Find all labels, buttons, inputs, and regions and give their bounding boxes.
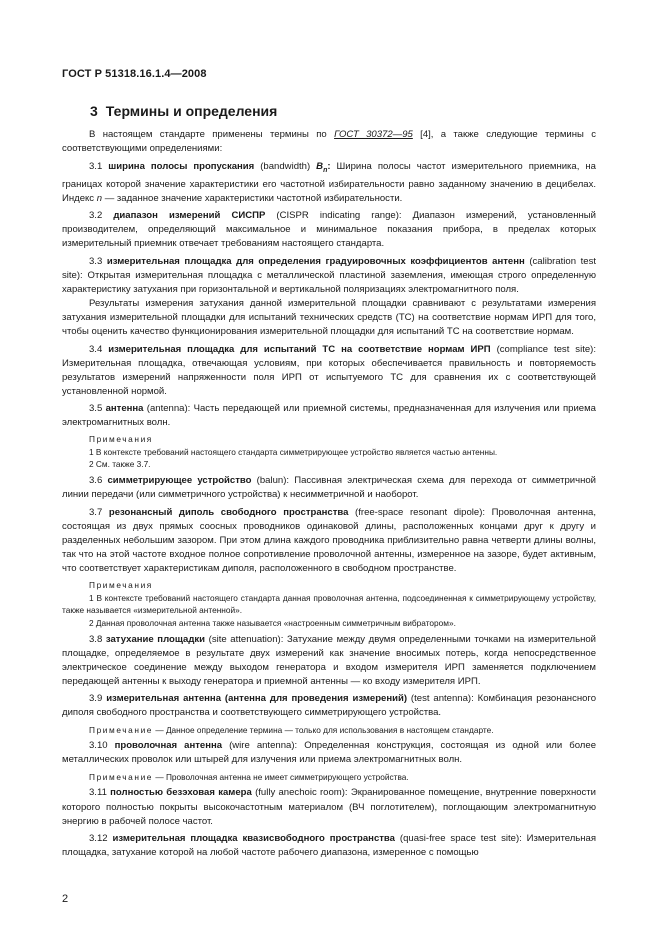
term-3-1: 3.1 ширина полосы пропускания (bandwidth) $B_n$: Ширина полосы частот измерительного приемника, на границах которой значение характеристики его частотной избирательности равно заданному значению в децибелах. Индекс n — заданное значение характеристики частотной избирательности. [62, 160, 596, 204]
term-3-5: 3.5 антенна (antenna): Часть передающей или приемной системы, предназначенная для излучения или приема электромагнитных волн. [62, 403, 596, 429]
term-name: симметрирующее устройство [107, 475, 252, 487]
note-item: 2 См. также 3.7. [89, 459, 151, 470]
term-name: измерительная площадка для определения градуировочных коэффициентов антенн [106, 255, 525, 267]
term-3-7: 3.7 резонансный диполь свободного пространства (free-space resonant dipole): Проволочная антенна, состоящая из двух прямых соосных проводников одинаковой длины, расположенных концами друг к другу и разделенных небольшим зазором. При этом длина каждого проводника приблизительно равна четверти длины волны, так что на этой частоте входное полное сопротивление проволочной антенны, измеренное на зазоре, будет активным, что соответствует характеристикам диполя, расположенного в свободном пространстве. [62, 506, 596, 575]
term-3-3-paragraph-2: Результаты измерения затухания данной измерительной площадки сравнивают с результатами измерения затухания измерительной площадки для испытаний технических средств (ТС) на соответствие нормам ИРП для того, чтобы оценить качество функционирования измерительной площадки для испытаний ТС на соответствие нормам. [62, 297, 596, 338]
term-name: затухание площадки [105, 633, 206, 645]
page-number: 2 [62, 893, 69, 905]
term-3-11: 3.11 полностью безэховая камера (fully anechoic room): Экранированное помещение, внутренние поверхности которого полностью покрыты высокочастотным материалом (ВЧ поглотителем), поглощающим электромагнитную энергию в рабочей полосе частот. [62, 787, 597, 827]
term-name: антенна [105, 403, 144, 415]
term-3-12: 3.12 измерительная площадка квазисвободного пространства (quasi-free space test site): Измерительная площадка, затухание которой на любой частоте рабочего диапазона, измеренное с помощью [62, 833, 596, 859]
term-name: полностью безэховая камера [110, 787, 252, 799]
note-item: 1 В контексте требований настоящего стандарта данная проволочная антенна, подсоединенная к симметрирующему устройству, также называется «измерительной антенной». [62, 592, 596, 616]
note-item: 2 Данная проволочная антенна также называется «настроенным симметричным вибратором». [89, 617, 456, 628]
standard-reference-link[interactable]: ГОСТ 30372—95 [334, 129, 413, 140]
term-name: измерительная антенна (антенна для проведения измерений) [106, 693, 408, 705]
standard-designation: ГОСТ Р 51318.16.1.4—2008 [62, 68, 207, 80]
term-name: резонансный диполь свободного пространства [108, 506, 349, 518]
term-3-2: 3.2 диапазон измерений СИСПР (CISPR indicating range): Диапазон измерений, установленный производителем, определяющий максимальное и минимальное показания прибора, в пределах которых измерительный приемник отвечает требованиям настоящего стандарта. [62, 210, 596, 250]
term-3-6: 3.6 симметрирующее устройство (balun): Пассивная электрическая схема для перехода от симметричной линии передачи (или симметричного устройства) к несимметричной и наоборот. [62, 475, 596, 501]
notes-heading: Примечания [89, 434, 153, 445]
note-item: 1 В контексте требований настоящего стандарта симметрирующее устройство является частью антенны. [89, 446, 498, 457]
notes-heading: Примечания [89, 580, 153, 591]
term-name: измерительная площадка для испытаний ТС на соответствие нормам ИРП [108, 343, 491, 355]
section-number: 3 [90, 103, 98, 119]
section-title-text: Термины и определения [105, 103, 278, 119]
note-3-10: Примечание — Проволочная антенна не имеет симметрирующего устройства. [89, 771, 409, 782]
term-3-4: 3.4 измерительная площадка для испытаний ТС на соответствие нормам ИРП (compliance test site): Измерительная площадка, отвечающая условиям, при которых обеспечивается правильность и повторяемость результатов измерений напряженности поля ИРП от испытуемого ТС для сравнения их с соответствующей установленной нормой. [62, 343, 596, 397]
term-name: ширина полосы пропускания [108, 160, 255, 172]
term-name: проволочная антенна [114, 740, 223, 752]
note-3-9: Примечание — Данное определение термина — только для использования в настоящем стандарте. [89, 724, 494, 735]
term-3-9: 3.9 измерительная антенна (антенна для проведения измерений) (test antenna): Комбинация резонансного диполя свободного пространства и соответствующего симметрирующего устройства. [62, 693, 597, 719]
document-body [62, 128, 596, 860]
term-name: измерительная площадка квазисвободного пространства [112, 833, 395, 845]
term-3-3: 3.3 измерительная площадка для определения градуировочных коэффициентов антенн (calibration test site): Открытая измерительная площадка с металлической пластиной заземления, имеющая строго определенную характеристику затухания при горизонтальной и вертикальной поляризациях электромагнитного поля. [62, 255, 596, 295]
section-heading [90, 103, 277, 119]
term-3-10: 3.10 проволочная антенна (wire antenna): Определенная конструкция, состоящая из одной или более металлических проволок или штырей для излучения или приема электромагнитных волн. [62, 740, 596, 766]
term-name: диапазон измерений СИСПР [113, 210, 266, 222]
term-3-8: 3.8 затухание площадки (site attenuation): Затухание между двумя определенными точками на измерительной площадке, определяемое в результате двух измерений как значение вносимых потерь, когда непосредственное электрическое соединение между выходом генератора и входом измерителя ИРП заменяется подключением передающей антенны к выходу генератора и приемной антенны — ко входу измерителя ИРП. [62, 633, 596, 687]
intro-paragraph: В настоящем стандарте применены термины по ГОСТ 30372—95 [4], а также следующие термины с соответствующими определениями: [62, 129, 596, 155]
